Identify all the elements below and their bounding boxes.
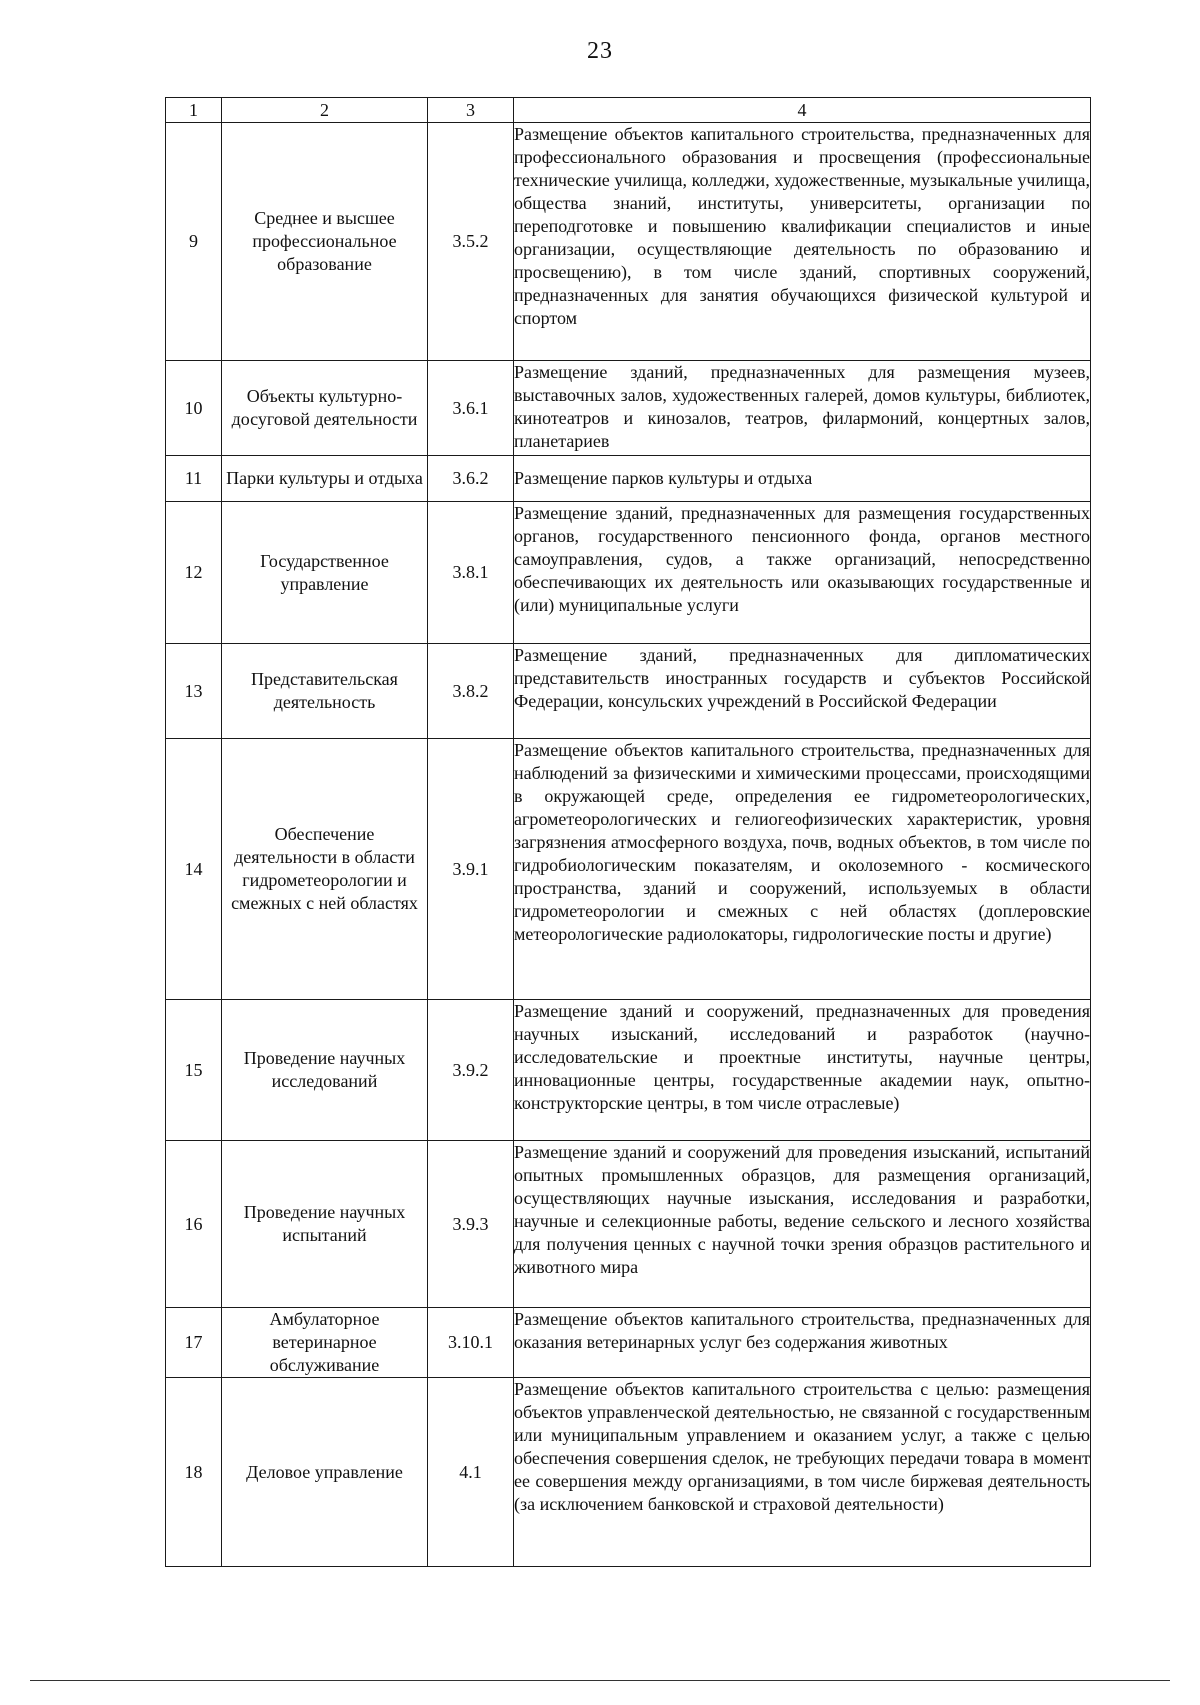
row-code: 4.1 (428, 1378, 514, 1567)
column-header-description: 4 (514, 98, 1091, 123)
row-code: 3.9.3 (428, 1141, 514, 1308)
table-row (166, 739, 1091, 1000)
row-description: Размещение объектов капитального строительства, предназначенных для наблюдений за физическими и химическими процессами, происходящими в окружающей среде, определения ее гидрометеорологических, агрометеорологических и гелиогеофизических характеристик, уровня загрязнения атмосферного воздуха, почв, водных объектов, в том числе по гидробиологическим показателям, и околоземного - космического пространства, зданий и сооружений, используемых в области гидрометеорологии и смежных с ней областях (доплеровские метеорологические радиолокаторы, гидрологические посты и другие) (514, 739, 1091, 1000)
row-description: Размещение зданий и сооружений для проведения изысканий, испытаний опытных промышленных образцов, для размещения организаций, осуществляющих научные изыскания, исследования и разработки, научные и селекционные работы, ведение сельского и лесного хозяйства для получения ценных с научной точки зрения образцов растительного и животного мира (514, 1141, 1091, 1308)
row-number: 10 (166, 361, 222, 456)
row-description: Размещение объектов капитального строительства, предназначенных для профессионального образования и просвещения (профессиональные технические училища, колледжи, художественные, музыкальные училища, общества знаний, институты, университеты, организации по переподготовке и повышению квалификации специалистов и иные организации, осуществляющие деятельность по образованию и просвещению), в том числе зданий, спортивных сооружений, предназначенных для занятия обучающихся физической культурой и спортом (514, 123, 1091, 361)
table-row (166, 644, 1091, 739)
row-code: 3.10.1 (428, 1308, 514, 1378)
row-code: 3.6.1 (428, 361, 514, 456)
row-number: 11 (166, 456, 222, 502)
row-description: Размещение зданий, предназначенных для размещения государственных органов, государственного пенсионного фонда, органов местного самоуправления, судов, а также организаций, непосредственно обеспечивающих их деятельность или оказывающих государственные и (или) муниципальные услуги (514, 502, 1091, 644)
table-row (166, 1378, 1091, 1567)
land-use-table (165, 97, 1091, 1567)
row-number: 12 (166, 502, 222, 644)
column-header-name: 2 (222, 98, 428, 123)
row-description: Размещение зданий, предназначенных для дипломатических представительств иностранных государств и субъектов Российской Федерации, консульских учреждений в Российской Федерации (514, 644, 1091, 739)
row-code: 3.9.2 (428, 1000, 514, 1141)
row-number: 14 (166, 739, 222, 1000)
row-name: Государственное управление (222, 502, 428, 644)
row-number: 16 (166, 1141, 222, 1308)
row-description: Размещение парков культуры и отдыха (514, 456, 1091, 502)
bottom-rule-divider (30, 1680, 1170, 1681)
table-header-row (166, 98, 1091, 123)
row-name: Парки культуры и отдыха (222, 456, 428, 502)
row-number: 18 (166, 1378, 222, 1567)
row-description: Размещение объектов капитального строительства с целью: размещения объектов управленческой деятельностью, не связанной с государственным или муниципальным управлением и оказанием услуг, а также с целью обеспечения совершения сделок, не требующих передачи товара в момент ее совершения между организациями, в том числе биржевая деятельность (за исключением банковской и страховой деятельности) (514, 1378, 1091, 1567)
row-name: Среднее и высшее профессиональное образование (222, 123, 428, 361)
row-name: Обеспечение деятельности в области гидрометеорологии и смежных с ней областях (222, 739, 428, 1000)
row-description: Размещение зданий и сооружений, предназначенных для проведения научных изысканий, исследований и разработок (научно-исследовательские и проектные институты, научные центры, инновационные центры, государственные академии наук, опытно-конструкторские центры, в том числе отраслевые) (514, 1000, 1091, 1141)
table-row (166, 1141, 1091, 1308)
row-number: 15 (166, 1000, 222, 1141)
table-row (166, 1000, 1091, 1141)
table-row (166, 1308, 1091, 1378)
row-description: Размещение зданий, предназначенных для размещения музеев, выставочных залов, художественных галерей, домов культуры, библиотек, кинотеатров и кинозалов, театров, филармоний, концертных залов, планетариев (514, 361, 1091, 456)
row-description: Размещение объектов капитального строительства, предназначенных для оказания ветеринарных услуг без содержания животных (514, 1308, 1091, 1378)
row-code: 3.8.1 (428, 502, 514, 644)
row-number: 9 (166, 123, 222, 361)
row-code: 3.5.2 (428, 123, 514, 361)
table-row (166, 502, 1091, 644)
row-name: Деловое управление (222, 1378, 428, 1567)
row-name: Представительская деятельность (222, 644, 428, 739)
row-name: Проведение научных исследований (222, 1000, 428, 1141)
table-row (166, 456, 1091, 502)
row-number: 17 (166, 1308, 222, 1378)
table-row (166, 123, 1091, 361)
row-name: Проведение научных испытаний (222, 1141, 428, 1308)
row-name: Амбулаторное ветеринарное обслуживание (222, 1308, 428, 1378)
row-number: 13 (166, 644, 222, 739)
page-number: 23 (587, 38, 613, 64)
row-code: 3.8.2 (428, 644, 514, 739)
column-header-number: 1 (166, 98, 222, 123)
row-code: 3.9.1 (428, 739, 514, 1000)
row-code: 3.6.2 (428, 456, 514, 502)
column-header-code: 3 (428, 98, 514, 123)
row-name: Объекты культурно-досуговой деятельности (222, 361, 428, 456)
table-row (166, 361, 1091, 456)
